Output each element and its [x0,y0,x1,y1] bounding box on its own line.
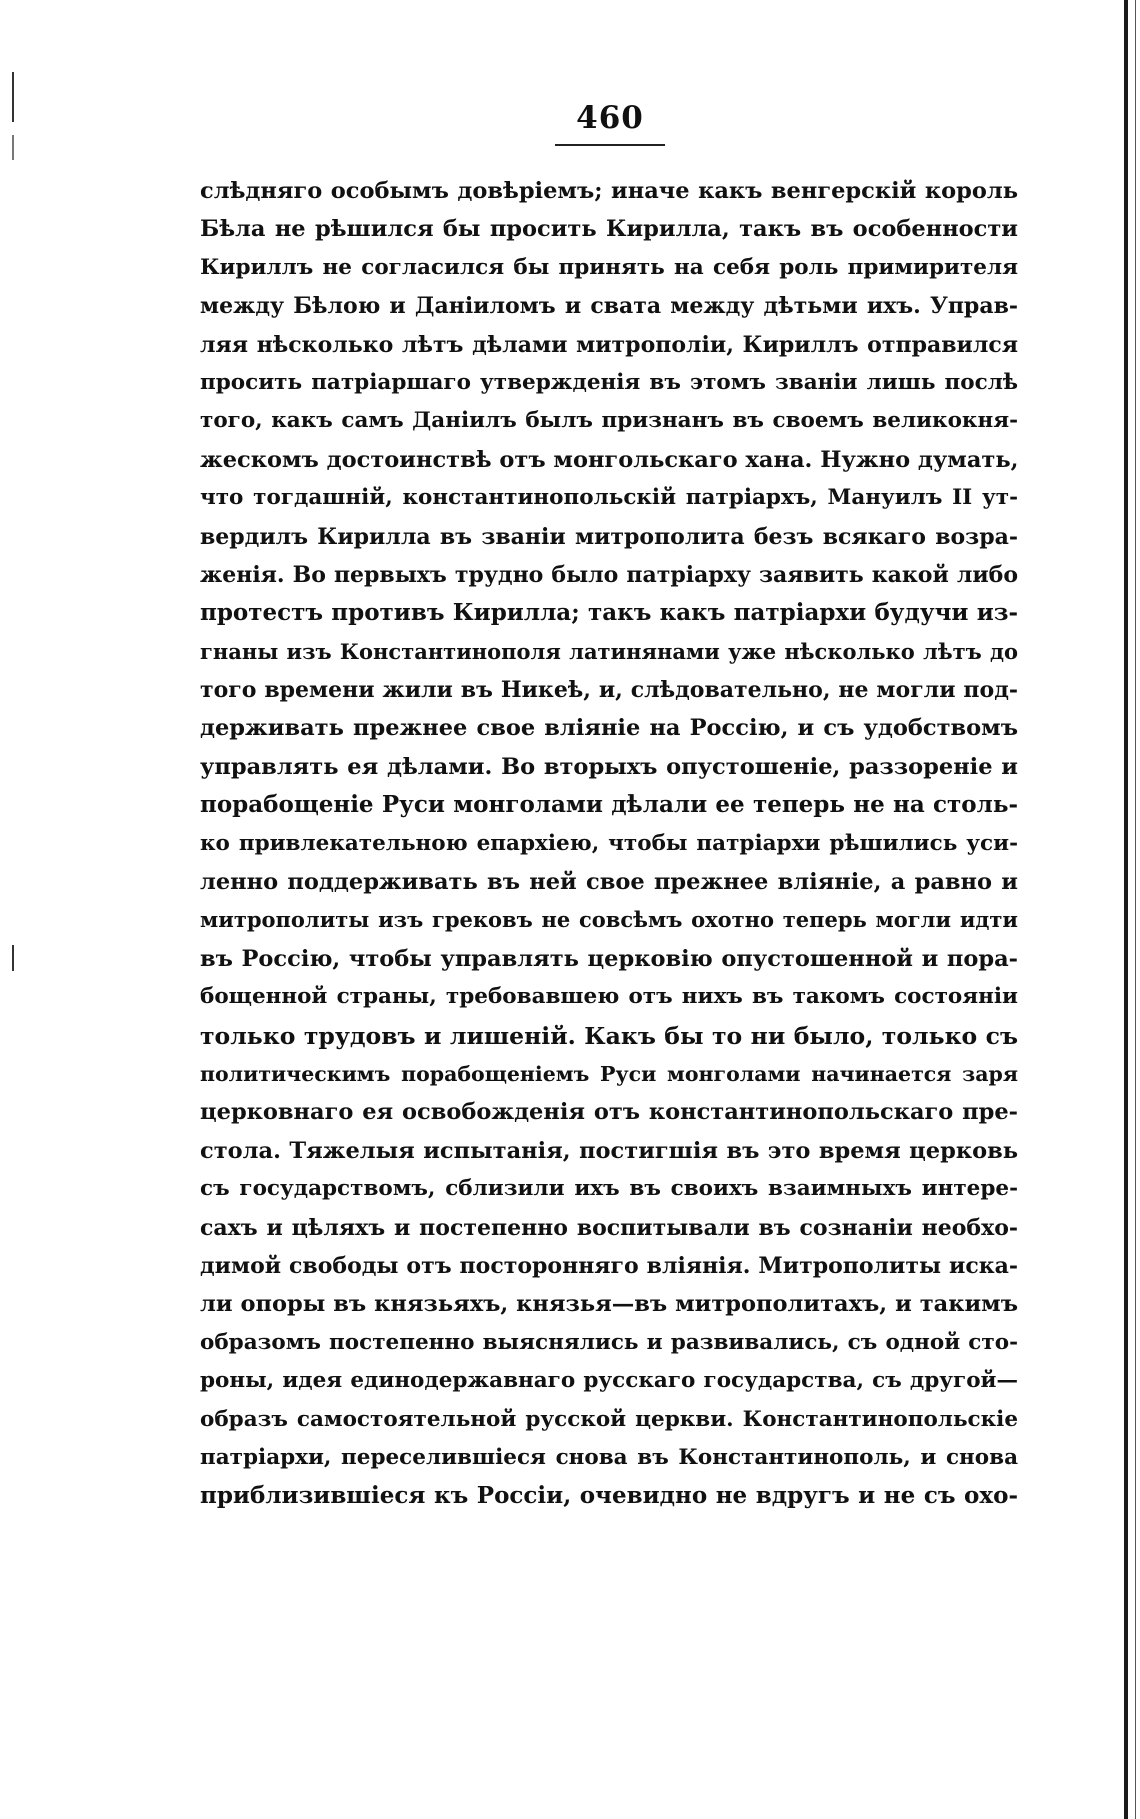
text-line: политическимъ порабощеніемъ Руси монголами начинается заря [200,1061,1018,1086]
text-line: слѣдняго особымъ довѣріемъ; иначе какъ венгерскій король [200,178,1018,204]
margin-mark [12,72,14,122]
body-text [200,172,1018,1516]
text-line: ли опоры въ князьяхъ, князья—въ митрополитахъ, и такимъ [200,1291,1018,1318]
text-line: бощенной страны, требовавшею отъ нихъ въ такомъ состояніи [200,984,1018,1010]
text-line: образъ самостоятельной русской церкви. Константинопольскіе [200,1406,1018,1432]
text-line: только трудовъ и лишеній. Какъ бы то ни было, только съ [200,1021,1018,1050]
text-line: въ Россію, чтобы управлять церковію опустошенной и пора- [200,945,1018,972]
text-line: порабощеніе Руси монголами дѣлали ее теперь не на столь- [200,791,1018,819]
text-line: съ государствомъ, сблизили ихъ въ своихъ взаимныхъ интере- [200,1176,1018,1202]
page-number: 460 [576,100,644,136]
margin-mark [12,135,14,160]
text-line: жескомъ достоинствѣ отъ монгольскаго хана. Нужно думать, [200,446,1019,473]
scan-edge [1124,0,1128,1819]
text-line: ляя нѣсколько лѣтъ дѣлами митрополіи, Кириллъ отправился [200,331,1018,358]
text-line: держивать прежнее свое вліяніе на Россію, и съ удобствомъ [200,715,1018,742]
scan-edge-thin [1135,0,1136,1819]
text-line: образомъ постепенно выяснялись и развивались, съ одной сто- [200,1329,1018,1355]
text-line: патріархи, переселившіеся снова въ Константинополь, и снова [200,1444,1018,1470]
text-line: ко привлекательною епархіею, чтобы патріархи рѣшились уси- [200,830,1018,856]
text-line: димой свободы отъ посторонняго вліянія. Митрополиты иска- [200,1252,1018,1279]
text-line: что тогдашній, константинопольскій патріархъ, Мануилъ II ут- [200,485,1018,511]
text-line: гнаны изъ Константинополя латинянами уже нѣсколько лѣтъ до [200,638,1018,664]
text-line: того, какъ самъ Даніилъ былъ признанъ въ своемъ великокня- [200,408,1018,434]
text-line: митрополиты изъ грековъ не совсѣмъ охотно теперь могли идти [200,907,1018,933]
text-line: вердилъ Кирилла въ званіи митрополита безъ всякаго возра- [200,523,1018,550]
text-line: стола. Тяжелыя испытанія, постигшія въ это время церковь [200,1137,1018,1164]
page-number-underline [555,144,665,146]
text-line: сахъ и цѣляхъ и постепенно воспитывали въ сознаніи необхо- [200,1214,1018,1241]
text-line: того времени жили въ Никеѣ, и, слѣдовательно, не могли под- [200,677,1018,704]
text-line: Бѣла не рѣшился бы просить Кирилла, такъ въ особенности [200,216,1018,243]
text-line: церковнаго ея освобожденія отъ константинопольскаго пре- [200,1099,1018,1126]
text-line: приблизившіеся къ Россіи, очевидно не вдругъ и не съ охо- [200,1482,1018,1510]
text-line: между Бѣлою и Даніиломъ и свата между дѣтьми ихъ. Управ- [200,293,1018,320]
text-line: роны, идея единодержавнаго русскаго государства, съ другой— [200,1368,1018,1394]
margin-mark [12,945,14,971]
text-line: протестъ противъ Кирилла; такъ какъ патріархи будучи из- [200,599,1018,627]
text-line: ленно поддерживать въ ней свое прежнее вліяніе, а равно и [200,869,1018,896]
text-line: Кириллъ не согласился бы принять на себя роль примирителя [200,254,1018,280]
text-line: просить патріаршаго утвержденія въ этомъ званіи лишь послѣ [200,369,1018,395]
text-line: управлять ея дѣлами. Во вторыхъ опустошеніе, раззореніе и [200,753,1018,780]
text-line: женія. Во первыхъ трудно было патріарху заявить какой либо [200,561,1018,588]
